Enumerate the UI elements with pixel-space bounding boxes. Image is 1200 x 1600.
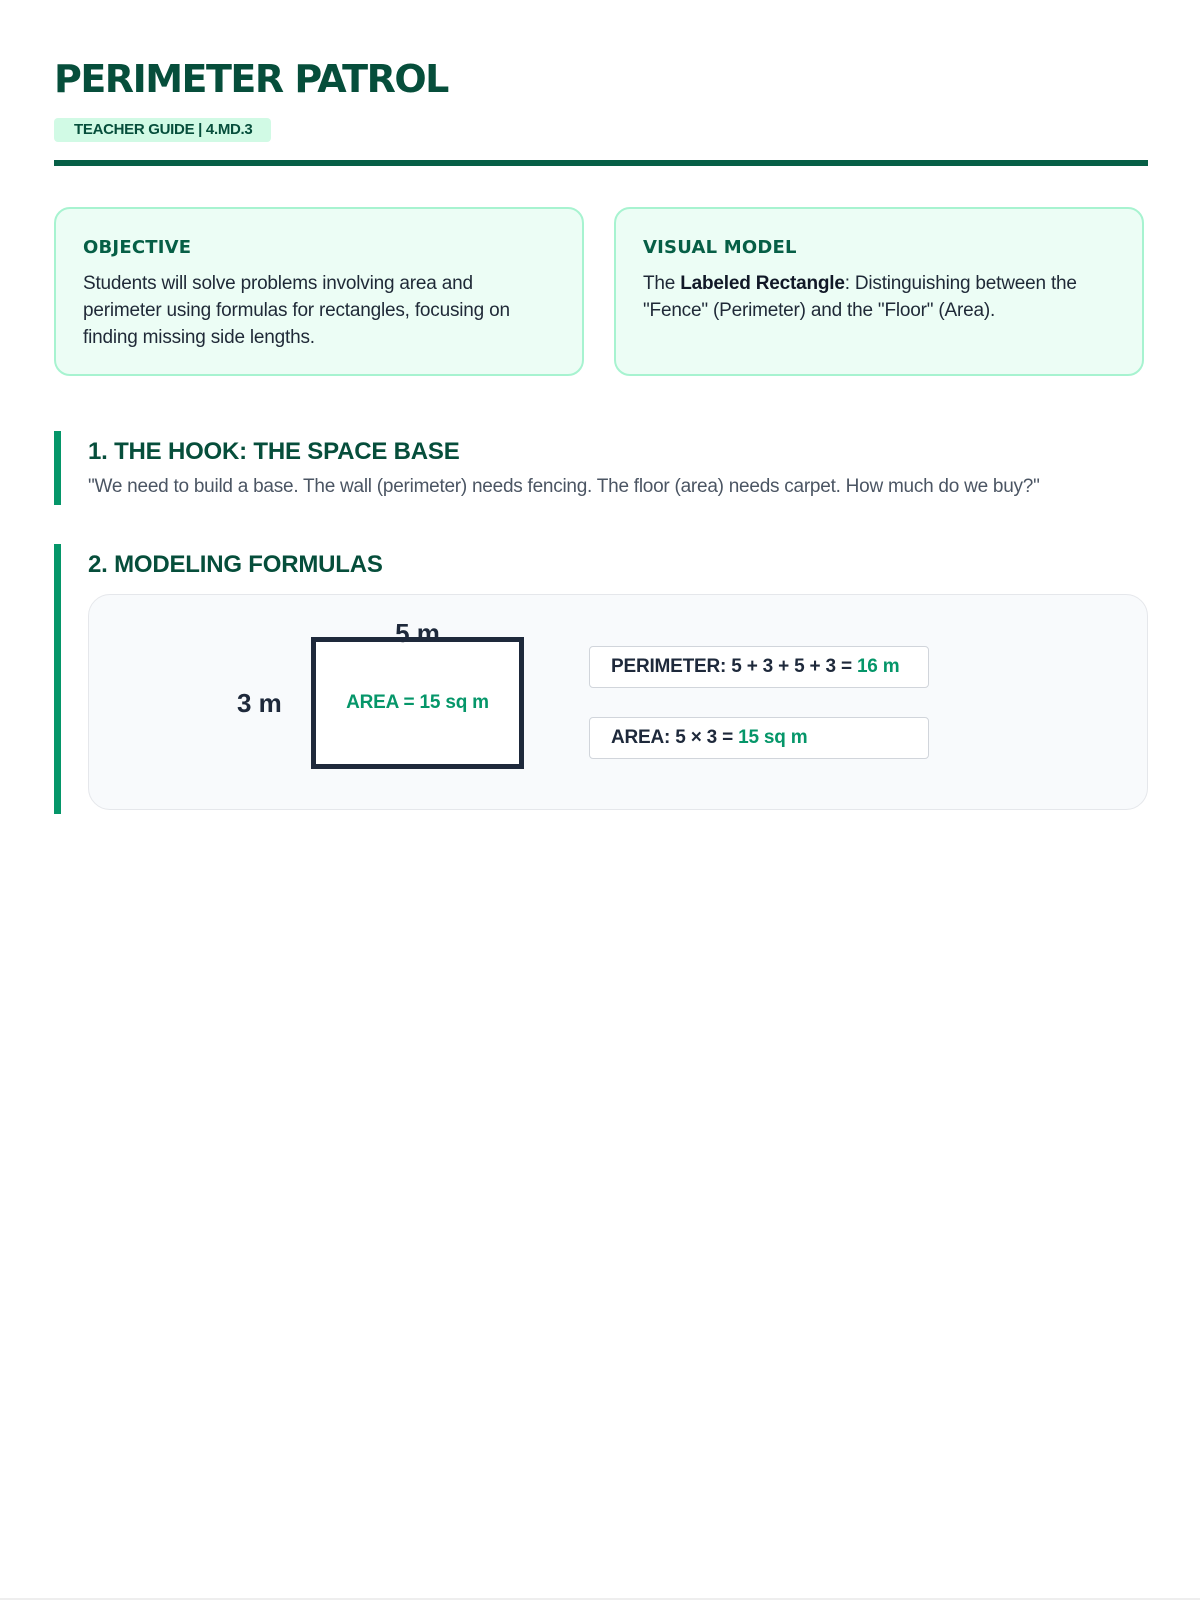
visual-model-text-bold: Labeled Rectangle xyxy=(680,273,845,294)
model-panel xyxy=(88,594,1148,810)
standard-badge: TEACHER GUIDE | 4.MD.3 xyxy=(54,118,271,142)
modeling-section xyxy=(54,544,1148,814)
labeled-rectangle xyxy=(311,637,524,769)
area-expression: AREA: 5 × 3 = xyxy=(611,727,739,748)
objective-text: Students will solve problems involving area and perimeter using formulas for rectangles, focusing on finding missing side lengths. xyxy=(83,273,510,348)
perimeter-result: 16 m xyxy=(856,656,900,677)
header-divider xyxy=(54,160,1148,166)
hook-section xyxy=(54,431,1148,505)
rectangle-area-label: AREA = 15 sq m xyxy=(346,692,489,713)
rectangle-side-label: 3 m xyxy=(237,688,282,718)
visual-model-card xyxy=(614,207,1144,376)
modeling-heading: 2. MODELING FORMULAS xyxy=(88,551,383,578)
hook-quote: "We need to build a base. The wall (perimeter) needs fencing. The floor (area) needs carpet. How much do we buy?" xyxy=(88,476,1040,497)
objective-heading: OBJECTIVE xyxy=(83,237,192,258)
perimeter-expression: PERIMETER: 5 + 3 + 5 + 3 = xyxy=(611,656,857,677)
visual-model-text xyxy=(643,270,1116,324)
rectangle-top-label: 5 m xyxy=(395,618,440,648)
hook-heading: 1. THE HOOK: THE SPACE BASE xyxy=(88,438,460,465)
visual-model-text-suffix: : Distinguishing between the "Fence" (Perimeter) and the "Floor" (Area). xyxy=(643,273,1077,321)
perimeter-formula-box xyxy=(589,646,929,688)
visual-model-text-prefix: The xyxy=(643,273,681,294)
page-title: PERIMETER PATROL xyxy=(54,57,448,101)
area-formula-box xyxy=(589,717,929,759)
visual-model-heading: VISUAL MODEL xyxy=(643,237,797,258)
area-result: 15 sq m xyxy=(738,727,808,748)
objective-card xyxy=(54,207,584,376)
